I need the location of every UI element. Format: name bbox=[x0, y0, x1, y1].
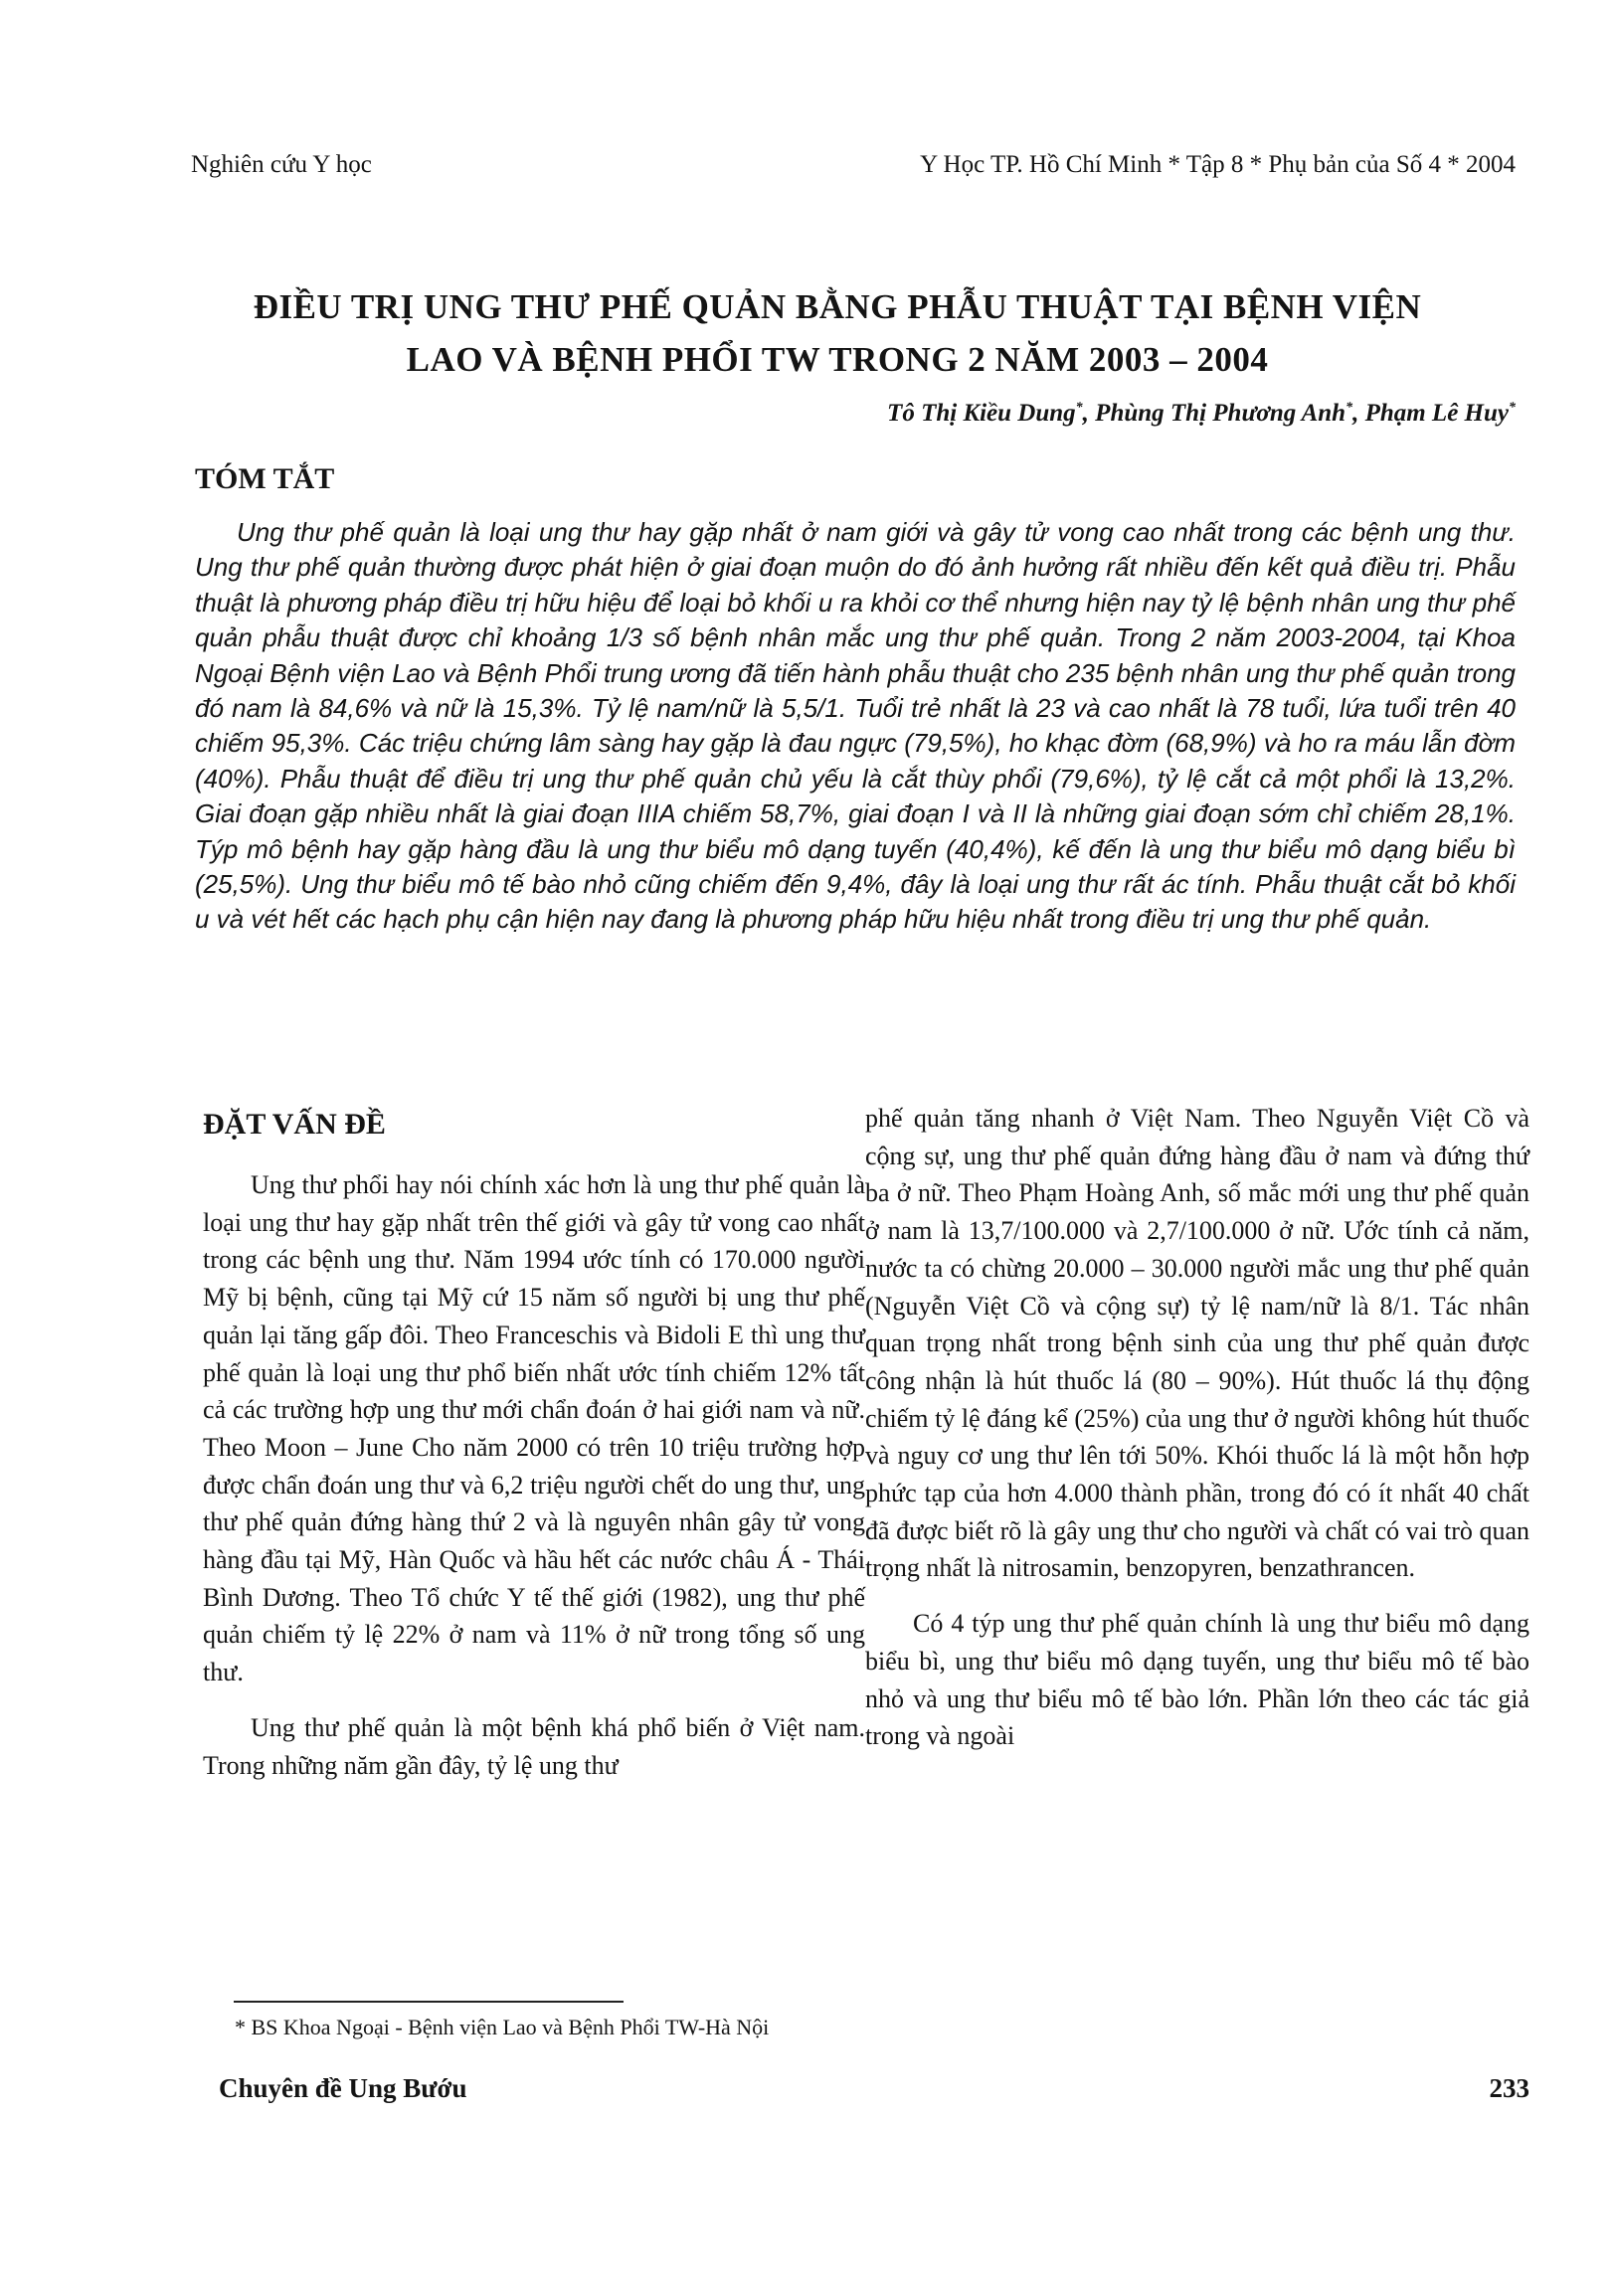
article-title bbox=[159, 280, 1516, 386]
running-header bbox=[191, 151, 1516, 191]
body-paragraph: Ung thư phổi hay nói chính xác hơn là ung thư phế quản là loại ung thư hay gặp nhất trên thế giới và gây tử vong cao nhất trong các bệnh ung thư. Năm 1994 ước tính có 170.000 người Mỹ bị bệnh, cũng tại Mỹ cứ 15 năm số người bị ung thư phế quản lại tăng gấp đôi. Theo Franceschis và Bidoli E thì ung thư phế quản là loại ung thư phổ biến nhất ước tính chiếm 12% tất cả các trường hợp ung thư mới chẩn đoán ở hai giới nam và nữ. Theo Moon – June Cho năm 2000 có trên 10 triệu trường hợp được chẩn đoán ung thư và 6,2 triệu người chết do ung thư, ung thư phế quản đứng hàng thứ 2 và là nguyên nhân gây tử vong hàng đầu tại Mỹ, Hàn Quốc và hầu hết các nước châu Á - Thái Bình Dương. Theo Tổ chức Y tế thế giới (1982), ung thư phế quản chiếm tỷ lệ 22% ở nam và 11% ở nữ trong tổng số ung thư. bbox=[203, 1170, 865, 1687]
abstract-heading: TÓM TẮT bbox=[195, 462, 335, 495]
author-list bbox=[887, 400, 1516, 428]
left-column bbox=[203, 1105, 865, 1802]
title-line-1: ĐIỀU TRỊ UNG THƯ PHẾ QUẢN BẰNG PHẪU THUẬT TẠI BỆNH VIỆN bbox=[253, 287, 1422, 326]
author-name: Phùng Thị Phương Anh bbox=[1095, 400, 1346, 427]
author-separator: , bbox=[1352, 400, 1365, 427]
title-line-2: LAO VÀ BỆNH PHỔI TW TRONG 2 NĂM 2003 – 2004 bbox=[406, 340, 1269, 379]
body-paragraph-continued: phế quản tăng nhanh ở Việt Nam. Theo Nguyễn Việt Cồ và cộng sự, ung thư phế quản đứng hàng đầu ở nam và đứng thứ ba ở nữ. Theo Phạm Hoàng Anh, số mắc mới ung thư phế quản ở nam là 13,7/100.000 và 2,7/100.000 ở nữ. Ước tính cả năm, nước ta có chừng 20.000 – 30.000 người mắc ung thư phế quản (Nguyễn Việt Cồ và cộng sự) tỷ lệ nam/nữ là 8/1. Tác nhân quan trọng nhất trong bệnh sinh của ung thư phế quản được công nhận là hút thuốc lá (80 – 90%). Hút thuốc lá thụ động chiếm tỷ lệ đáng kể (25%) của ung thư ở người không hút thuốc và nguy cơ ung thư lên tới 50%. Khói thuốc lá là một hỗn hợp phức tạp của hơn 4.000 thành phần, trong đó có ít nhất 40 chất đã được biết rõ là gây ung thư cho người và chất có vai trò quan trọng nhất là nitrosamin, benzopyren, benzathrancen. bbox=[865, 1104, 1529, 1583]
right-column bbox=[865, 1100, 1529, 1773]
footnote-divider bbox=[234, 2001, 624, 2003]
page-number: 233 bbox=[1489, 2073, 1529, 2103]
author-name: Phạm Lê Huy bbox=[1364, 400, 1509, 427]
body-paragraph: Ung thư phế quản là một bệnh khá phổ biến ở Việt nam. Trong những năm gần đây, tỷ lệ ung thư bbox=[203, 1712, 865, 1780]
author-separator: , bbox=[1082, 400, 1096, 427]
author-mark: * bbox=[1346, 400, 1353, 416]
section-heading: ĐẶT VẤN ĐỀ bbox=[203, 1108, 386, 1141]
author-mark: * bbox=[1509, 400, 1516, 416]
journal-section-label: Nghiên cứu Y học bbox=[191, 151, 372, 178]
journal-issue-label: Y Học TP. Hồ Chí Minh * Tập 8 * Phụ bản của Số 4 * 2004 bbox=[920, 151, 1516, 178]
body-paragraph: Có 4 týp ung thư phế quản chính là ung thư biểu mô dạng biểu bì, ung thư biểu mô dạng tuyến, ung thư biểu mô tế bào nhỏ và ung thư biểu mô tế bào lớn. Phần lớn theo các tác giả trong và ngoài bbox=[865, 1609, 1529, 1751]
author-name: Tô Thị Kiều Dung bbox=[887, 400, 1076, 427]
footer-topic: Chuyên đề Ung Bướu bbox=[219, 2073, 467, 2103]
abstract-body: Ung thư phế quản là loại ung thư hay gặp nhất ở nam giới và gây tử vong cao nhất trong các bệnh ung thư. Ung thư phế quản thường được phát hiện ở giai đoạn muộn do đó ảnh hưởng rất nhiều đến kết quả điều trị. Phẫu thuật là phương pháp điều trị hữu hiệu để loại bỏ khối u ra khỏi cơ thể nhưng hiện nay tỷ lệ bệnh nhân ung thư phế quản phẫu thuật được chỉ khoảng 1/3 số bệnh nhân mắc ung thư phế quản. Trong 2 năm 2003-2004, tại Khoa Ngoại Bệnh viện Lao và Bệnh Phổi trung ương đã tiến hành phẫu thuật cho 235 bệnh nhân ung thư phế quản trong đó nam là 84,6% và nữ là 15,3%. Tỷ lệ nam/nữ là 5,5/1. Tuổi trẻ nhất là 23 và cao nhất là 78 tuổi, lứa tuổi trên 40 chiếm 95,3%. Các triệu chứng lâm sàng hay gặp là đau ngực (79,5%), ho khạc đờm (68,9%) và ho ra máu lẫn đờm (40%). Phẫu thuật để điều trị ung thư phế quản chủ yếu là cắt thùy phổi (79,6%), tỷ lệ cắt cả một phổi là 13,2%. Giai đoạn gặp nhiều nhất là giai đoạn IIIA chiếm 58,7%, giai đoạn I và II là những giai đoạn sớm chỉ chiếm 28,1%. Týp mô bệnh hay gặp hàng đầu là ung thư biểu mô dạng tuyến (40,4%), kế đến là ung thư biểu mô dạng biểu bì (25,5%). Ung thư biểu mô tế bào nhỏ cũng chiếm đến 9,4%, đây là loại ung thư rất ác tính. Phẫu thuật cắt bỏ khối u và vét hết các hạch phụ cận hiện nay đang là phương pháp hữu hiệu nhất trong điều trị ung thư phế quản. bbox=[195, 517, 1516, 935]
author-affiliation-footnote: * BS Khoa Ngoại - Bệnh viện Lao và Bệnh Phổi TW-Hà Nội bbox=[235, 2015, 770, 2039]
author-mark: * bbox=[1075, 400, 1083, 416]
